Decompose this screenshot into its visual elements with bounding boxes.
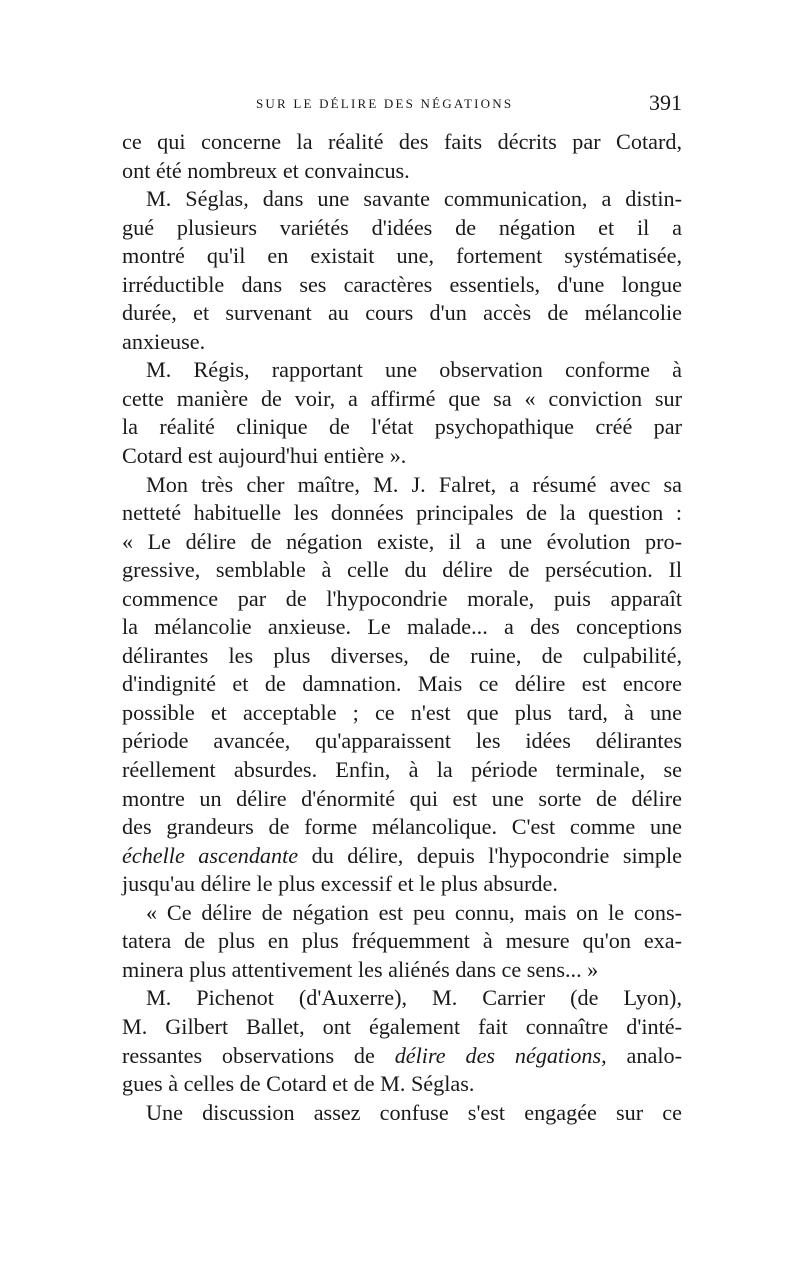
text-line: M. Séglas, dans une savante communication, a distin-: [146, 186, 682, 212]
text-line: ce qui concerne la réalité des faits décrits par Cotard,: [122, 129, 682, 154]
italic-phrase: échelle ascendante: [122, 842, 299, 868]
text-line: réellement absurdes. Enfin, à la période terminale, se: [122, 757, 682, 783]
text-line: « Le délire de négation existe, il a une évolution pro-: [122, 528, 682, 554]
text-line: d'indignité et de damnation. Mais ce délire est encore: [122, 671, 682, 697]
running-head: SUR LE DÉLIRE DES NÉGATIONS: [256, 96, 514, 111]
text-line: jusqu'au délire le plus excessif et le plus absurde.: [122, 871, 558, 897]
text-line: gué plusieurs variétés d'idées de négation et il a: [122, 214, 682, 240]
text-fragment: , analo-: [601, 1042, 682, 1068]
body-text: [122, 128, 682, 1127]
text-line: M. Gilbert Ballet, ont également fait connaître d'inté-: [122, 1013, 682, 1039]
text-line: montré qu'il en existait une, fortement systématisée,: [122, 243, 682, 269]
text-fragment: ressantes observations de: [122, 1042, 395, 1068]
text-line: la mélancolie anxieuse. Le malade... a des conceptions: [122, 614, 682, 640]
text-line: commence par de l'hypocondrie morale, puis apparaît: [122, 585, 682, 611]
text-line: M. Pichenot (d'Auxerre), M. Carrier (de Lyon),: [146, 985, 682, 1011]
text-line: Une discussion assez confuse s'est engagée sur ce: [146, 1099, 682, 1125]
page-header: [122, 92, 682, 128]
text-line: tatera de plus en plus fréquemment à mesure qu'on exa-: [122, 928, 682, 954]
text-line: irréductible dans ses caractères essentiels, d'une longue: [122, 271, 682, 297]
text-line: montre un délire d'énormité qui est une sorte de délire: [122, 785, 682, 811]
text-fragment: du délire, depuis l'hypocondrie simple: [298, 842, 682, 868]
text-line: Cotard est aujourd'hui entière ».: [122, 443, 407, 469]
text-line: des grandeurs de forme mélancolique. C'est comme une: [122, 814, 682, 840]
text-line: ont été nombreux et convaincus.: [122, 157, 410, 183]
text-line: netteté habituelle les données principales de la question :: [122, 500, 682, 526]
text-line: cette manière de voir, a affirmé que sa « conviction sur: [122, 385, 682, 411]
text-line: « Ce délire de négation est peu connu, mais on le cons-: [146, 899, 682, 925]
text-line: la réalité clinique de l'état psychopathique créé par: [122, 414, 682, 440]
text-line: gues à celles de Cotard et de M. Séglas.: [122, 1071, 475, 1097]
book-page: [122, 92, 682, 1127]
text-line: période avancée, qu'apparaissent les idées délirantes: [122, 728, 682, 754]
text-line: possible et acceptable ; ce n'est que plus tard, à une: [122, 699, 682, 725]
text-line-italic-echelle: [122, 842, 682, 871]
text-line: minera plus attentivement les aliénés dans ce sens... »: [122, 956, 599, 982]
text-line: M. Régis, rapportant une observation conforme à: [146, 357, 682, 383]
text-line: durée, et survenant au cours d'un accès de mélancolie: [122, 300, 682, 326]
page-number: 391: [649, 90, 682, 115]
text-line: anxieuse.: [122, 328, 206, 354]
italic-phrase: délire des négations: [394, 1042, 602, 1068]
text-line: gressive, semblable à celle du délire de persécution. Il: [122, 557, 682, 583]
text-line: délirantes les plus diverses, de ruine, de culpabilité,: [122, 642, 682, 668]
text-line-italic-negations: [122, 1042, 682, 1071]
text-line: Mon très cher maître, M. J. Falret, a résumé avec sa: [146, 471, 682, 497]
